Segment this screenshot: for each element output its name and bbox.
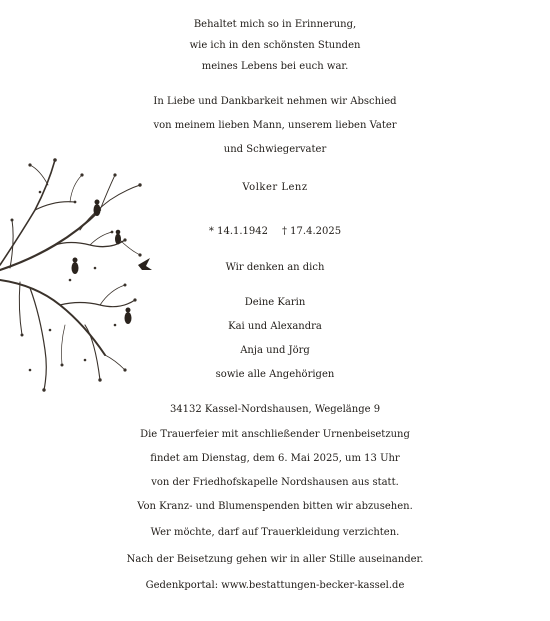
intro-line-2: von meinem lieben Mann, unserem lieben Vater bbox=[153, 120, 397, 131]
remembrance-text: Wir denken an dich bbox=[225, 262, 325, 273]
mourner-3: Anja und Jörg bbox=[240, 345, 310, 356]
life-dates bbox=[0, 226, 550, 237]
ceremony-line-1: Die Trauerfeier mit anschließender Urnenbeisetzung bbox=[140, 429, 410, 440]
burial-note: Nach der Beisetzung gehen wir in aller Stille auseinander. bbox=[126, 554, 424, 565]
clothing-note: Wer möchte, darf auf Trauerkleidung verzichten. bbox=[150, 527, 400, 538]
flowers-note: Von Kranz- und Blumenspenden bitten wir abzusehen. bbox=[137, 501, 413, 512]
address-line: 34132 Kassel-Nordshausen, Wegelänge 9 bbox=[169, 404, 381, 415]
motto-line-3: meines Lebens bei euch war. bbox=[201, 61, 349, 72]
death-date: † 17.4.2025 bbox=[282, 226, 342, 237]
memorial-portal: Gedenkportal: www.bestattungen-becker-kassel.de bbox=[145, 580, 405, 591]
motto-line-2: wie ich in den schönsten Stunden bbox=[189, 40, 361, 51]
motto-line-1: Behaltet mich so in Erinnerung, bbox=[193, 19, 357, 30]
intro-line-1: In Liebe und Dankbarkeit nehmen wir Abschied bbox=[153, 96, 397, 107]
mourner-2: Kai und Alexandra bbox=[228, 321, 322, 332]
deceased-name: Volker Lenz bbox=[242, 182, 308, 193]
ceremony-line-2: findet am Dienstag, dem 6. Mai 2025, um 13 Uhr bbox=[150, 453, 400, 464]
mourner-1: Deine Karin bbox=[244, 297, 306, 308]
ceremony-line-3: von der Friedhofskapelle Nordshausen aus statt. bbox=[151, 477, 399, 488]
birth-date: * 14.1.1942 bbox=[208, 226, 268, 237]
mourner-4: sowie alle Angehörigen bbox=[215, 369, 335, 380]
intro-line-3: und Schwiegervater bbox=[223, 144, 327, 155]
